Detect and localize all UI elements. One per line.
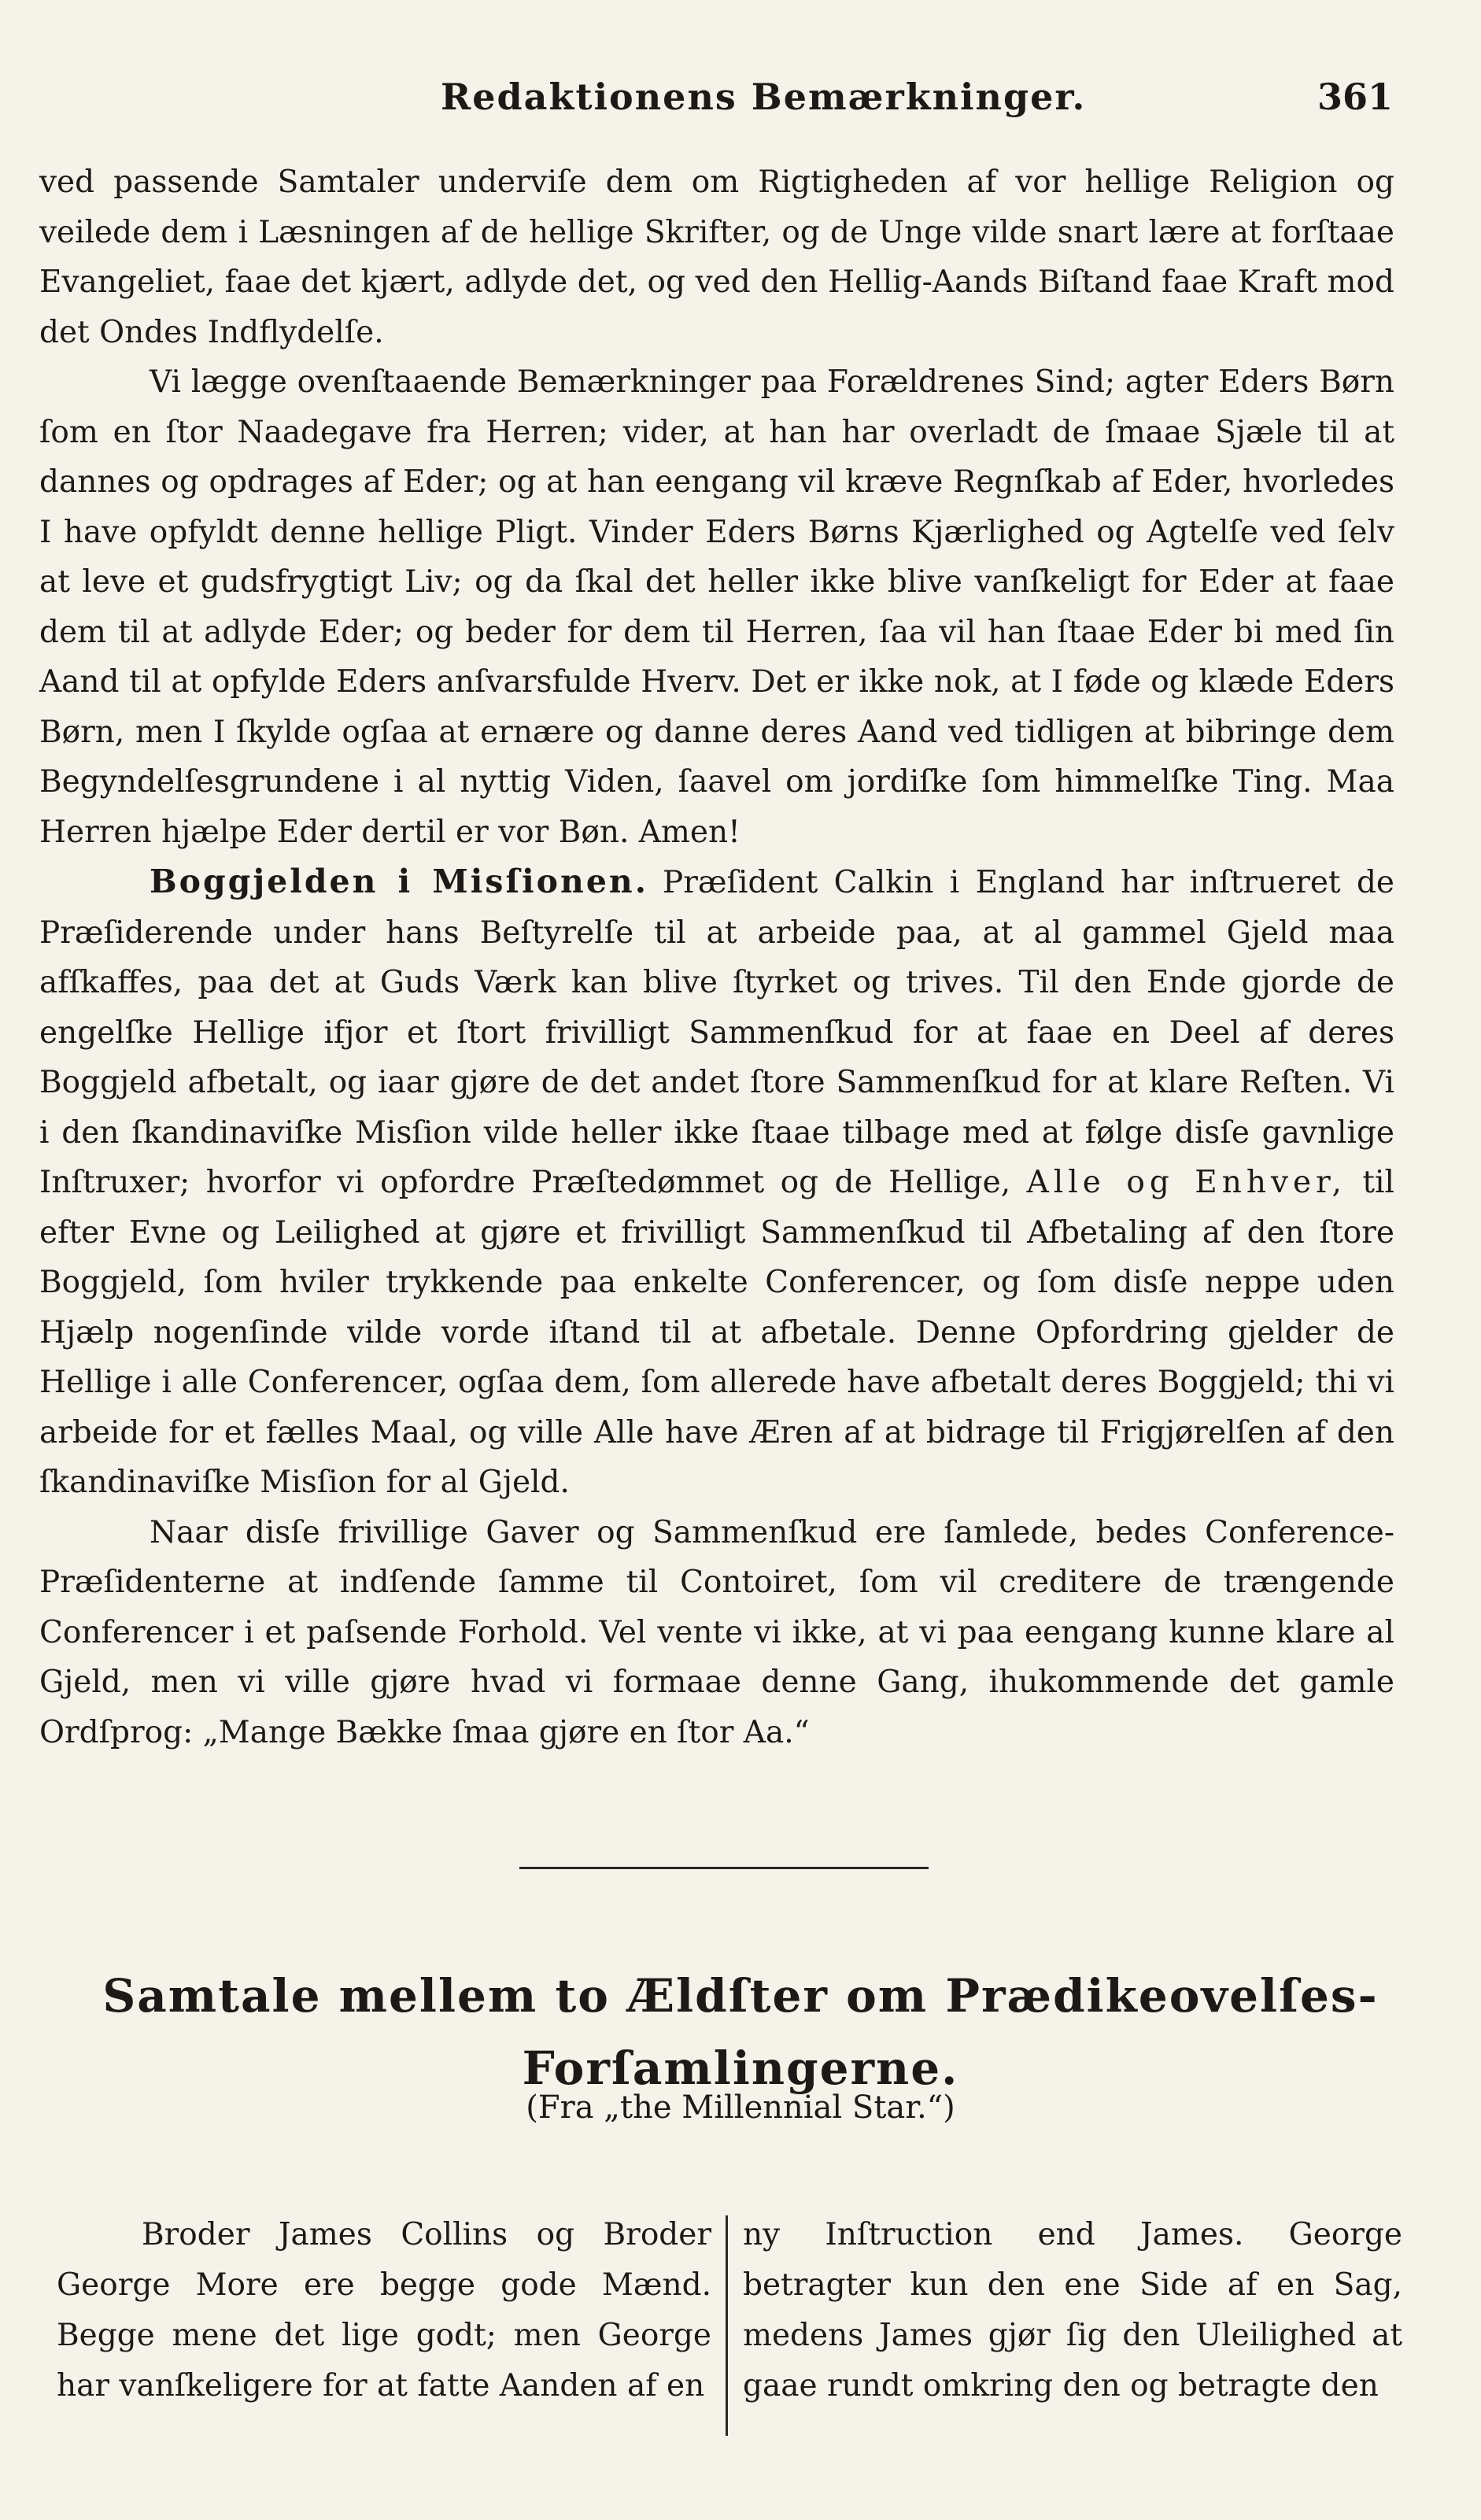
paragraph-continuation: ved passende Samtaler underviſe dem om Rigtigheden af vor hellige Religion og veilede dem i Læsningen af de hellige Skrifter, og de Unge vilde snart lære at forſtaae Evangeliet, faae det kjært, adlyde det, og ved den Hellig-Aands Biſtand faae Kraft mod det Ondes Indflydelſe.	[39, 164, 1394, 350]
book-debt-text-1: Præſident Calkin i England har inſtrueret de Præſiderende under hans Beſtyrelſe til at arbeide paa, at al gammel Gjeld maa afſkaffes, paa det at Guds Værk kan blive ſtyrket og trives. Til den Ende gjorde de engelſke Hellige ifjor et ſtort frivilligt Sammenſkud for at faae en Deel af deres Boggjeld afbetalt, og iaar gjøre de det andet ſtore Sammenſkud for at klare Reſten. Vi i den ſkandinaviſke Misſion vilde heller ikke ſtaae tilbage med at følge disſe gavnlige Inſtruxer; hvorfor vi opfordre Præſtedømmet og de Hellige,	[39, 865, 1394, 1200]
section-divider	[519, 1867, 929, 1869]
paragraph-book-debt	[39, 857, 1394, 1508]
page-header	[39, 66, 1393, 129]
editorial-notes	[39, 157, 1394, 1757]
page-number: 361	[1317, 76, 1393, 118]
article-title-line-2: Forſamlingerne.	[522, 2041, 959, 2095]
article-title	[79, 1960, 1402, 2104]
book-debt-text-2: til efter Evne og Leilighed at gjøre et frivilligt Sammenſkud til Afbetaling af den ſtore Boggjeld, ſom hviler trykkende paa enkelte Conferencer, og ſom disſe neppe uden Hjælp nogenſinde vilde vorde iſtand til at afbetale. Denne Opfordring gjelder de Hellige i alle Conferencer, ogſaa dem, ſom allerede have afbetalt deres Boggjeld; thi vi arbeide for et fælles Maal, og ville Alle have Æren af at bidrage til Frigjørelſen af den ſkandinaviſke Misſion for al Gjeld.	[39, 1165, 1394, 1500]
article-column-left: Broder James Collins og Broder George More ere begge gode Mænd. Begge mene det lige godt; men George har vanſkeligere for at fatte Aanden af en	[57, 2217, 711, 2404]
article-column-right: ny Inſtruction end James. George betragter kun den ene Side af en Sag, medens James gjør ſig den Uleilighed at gaae rundt omkring den og betragte den	[743, 2217, 1402, 2404]
paragraph-parents-admonition: Vi lægge ovenſtaaende Bemærkninger paa Forældrenes Sind; agter Eders Børn ſom en ſtor Naadegave fra Herren; vider, at han har overladt de ſmaae Sjæle til at dannes og opdrages af Eder; og at han eengang vil kræve Regnſkab af Eder, hvorledes I have opfyldt denne hellige Pligt. Vinder Eders Børns Kjærlighed og Agtelſe ved ſelv at leve et gudsfrygtigt Liv; og da ſkal det heller ikke blive vanſkeligt for Eder at faae dem til at adlyde Eder; og beder for dem til Herren, ſaa vil han ſtaae Eder bi med ſin Aand til at opfylde Eders anſvarsfulde Hverv. Det er ikke nok, at I føde og klæde Eders Børn, men I ſkylde ogſaa at ernære og danne deres Aand ved tidligen at bibringe dem Begyndelſesgrundene i al nyttig Viden, ſaavel om jordiſke ſom himmelſke Ting. Maa Herren hjælpe Eder dertil er vor Bøn. Amen!	[39, 364, 1394, 850]
article-title-line-1: Samtale mellem to Ældſter om Prædikeovelſes-	[102, 1969, 1379, 2023]
article-source: (Fra „the Millennial Star.“)	[526, 2090, 955, 2126]
book-debt-emphasis: Alle og Enhver,	[1026, 1165, 1346, 1200]
column-divider	[726, 2215, 728, 2436]
section-heading-book-debt: Boggjelden i Misſionen.	[150, 863, 648, 900]
running-title: Redaktionens Bemærkninger.	[441, 76, 1087, 118]
paragraph-contributions: Naar disſe frivillige Gaver og Sammenſkud ere ſamlede, bedes Conference-Præſidenterne at indſende ſamme til Contoiret, ſom vil creditere de trængende Conferencer i et paſsende Forhold. Vel vente vi ikke, at vi paa eengang kunne klare al Gjeld, men vi ville gjøre hvad vi formaae denne Gang, ihukommende det gamle Ordſprog: „Mange Bække ſmaa gjøre en ſtor Aa.“	[39, 1514, 1394, 1750]
